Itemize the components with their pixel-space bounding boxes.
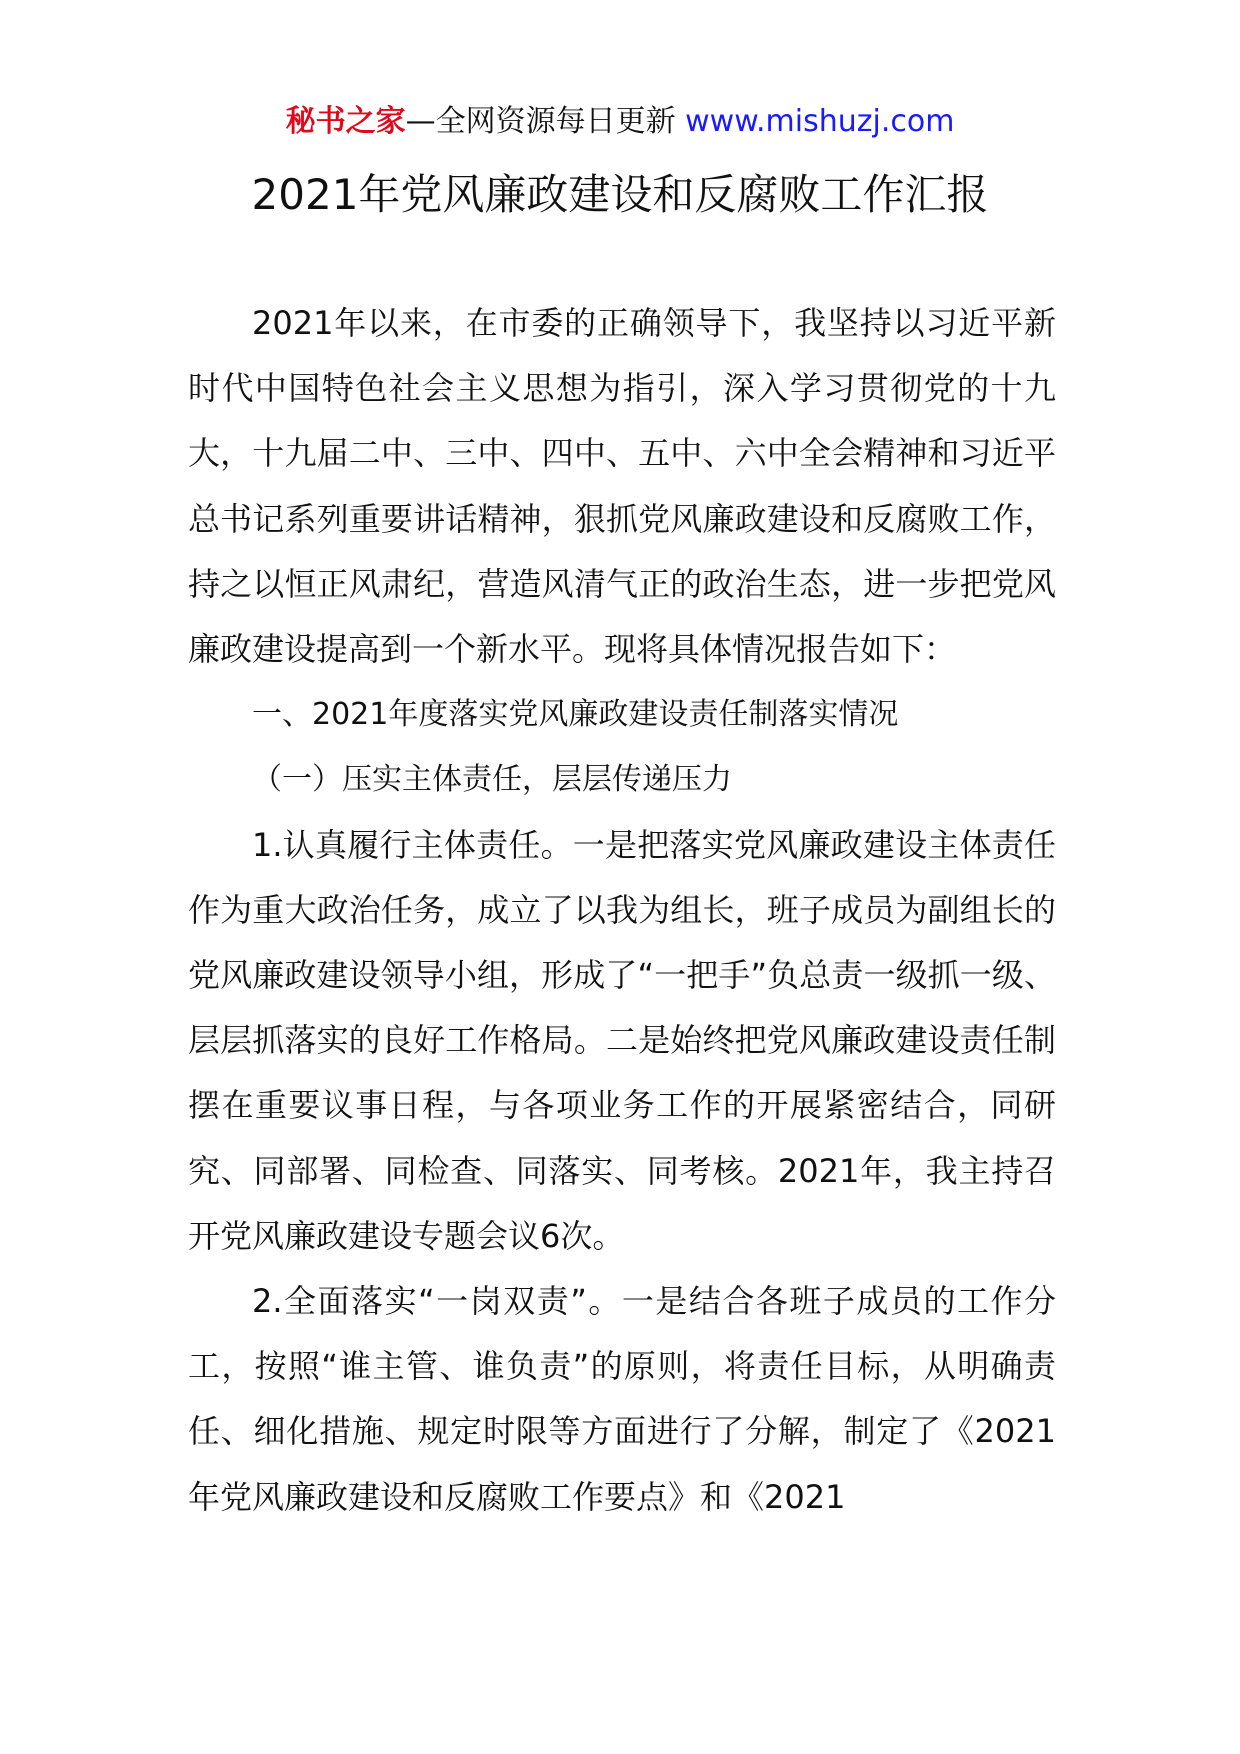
document-body — [188, 291, 1056, 1530]
subsection-heading-1: （一）压实主体责任，层层传递压力 — [252, 762, 732, 798]
body-paragraph-1: 1.认真履行主体责任。一是把落实党风廉政建设主体责任作为重大政治任务，成立了以我为组长，班子成员为副组长的党风廉政建设领导小组，形成了“一把手”负总责一级抓一级、层层抓落实的良好工作格局。二是始终把党风廉政建设责任制摆在重要议事日程，与各项业务工作的开展紧密结合，同研究、同部署、同检查、同落实、同考核。2021年，我主持召开党风廉政建设专题会议6次。 — [188, 825, 1056, 1255]
site-url: www.mishuzj.com — [685, 104, 955, 139]
watermark-header — [0, 100, 1240, 144]
intro-paragraph: 2021年以来，在市委的正确领导下，我坚持以习近平新时代中国特色社会主义思想为指引，深入学习贯彻党的十九大，十九届二中、三中、四中、五中、六中全会精神和习近平总书记系列重要讲话精神，狠抓党风廉政建设和反腐败工作，持之以恒正风肃纪，营造风清气正的政治生态，进一步把党风廉政建设提高到一个新水平。现将具体情况报告如下： — [188, 304, 1056, 669]
section-heading-1: 一、2021年度落实党风廉政建设责任制落实情况 — [252, 697, 899, 733]
body-paragraph-2: 2.全面落实“一岗双责”。一是结合各班子成员的工作分工，按照“谁主管、谁负责”的原则，将责任目标，从明确责任、细化措施、规定时限等方面进行了分解，制定了《2021年党风廉政建设和反腐败工作要点》和《2021 — [188, 1282, 1056, 1516]
document-title: 2021年党风廉政建设和反腐败工作汇报 — [251, 170, 989, 219]
header-tagline: —全网资源每日更新 — [405, 104, 676, 139]
brand-name: 秘书之家 — [285, 104, 406, 139]
